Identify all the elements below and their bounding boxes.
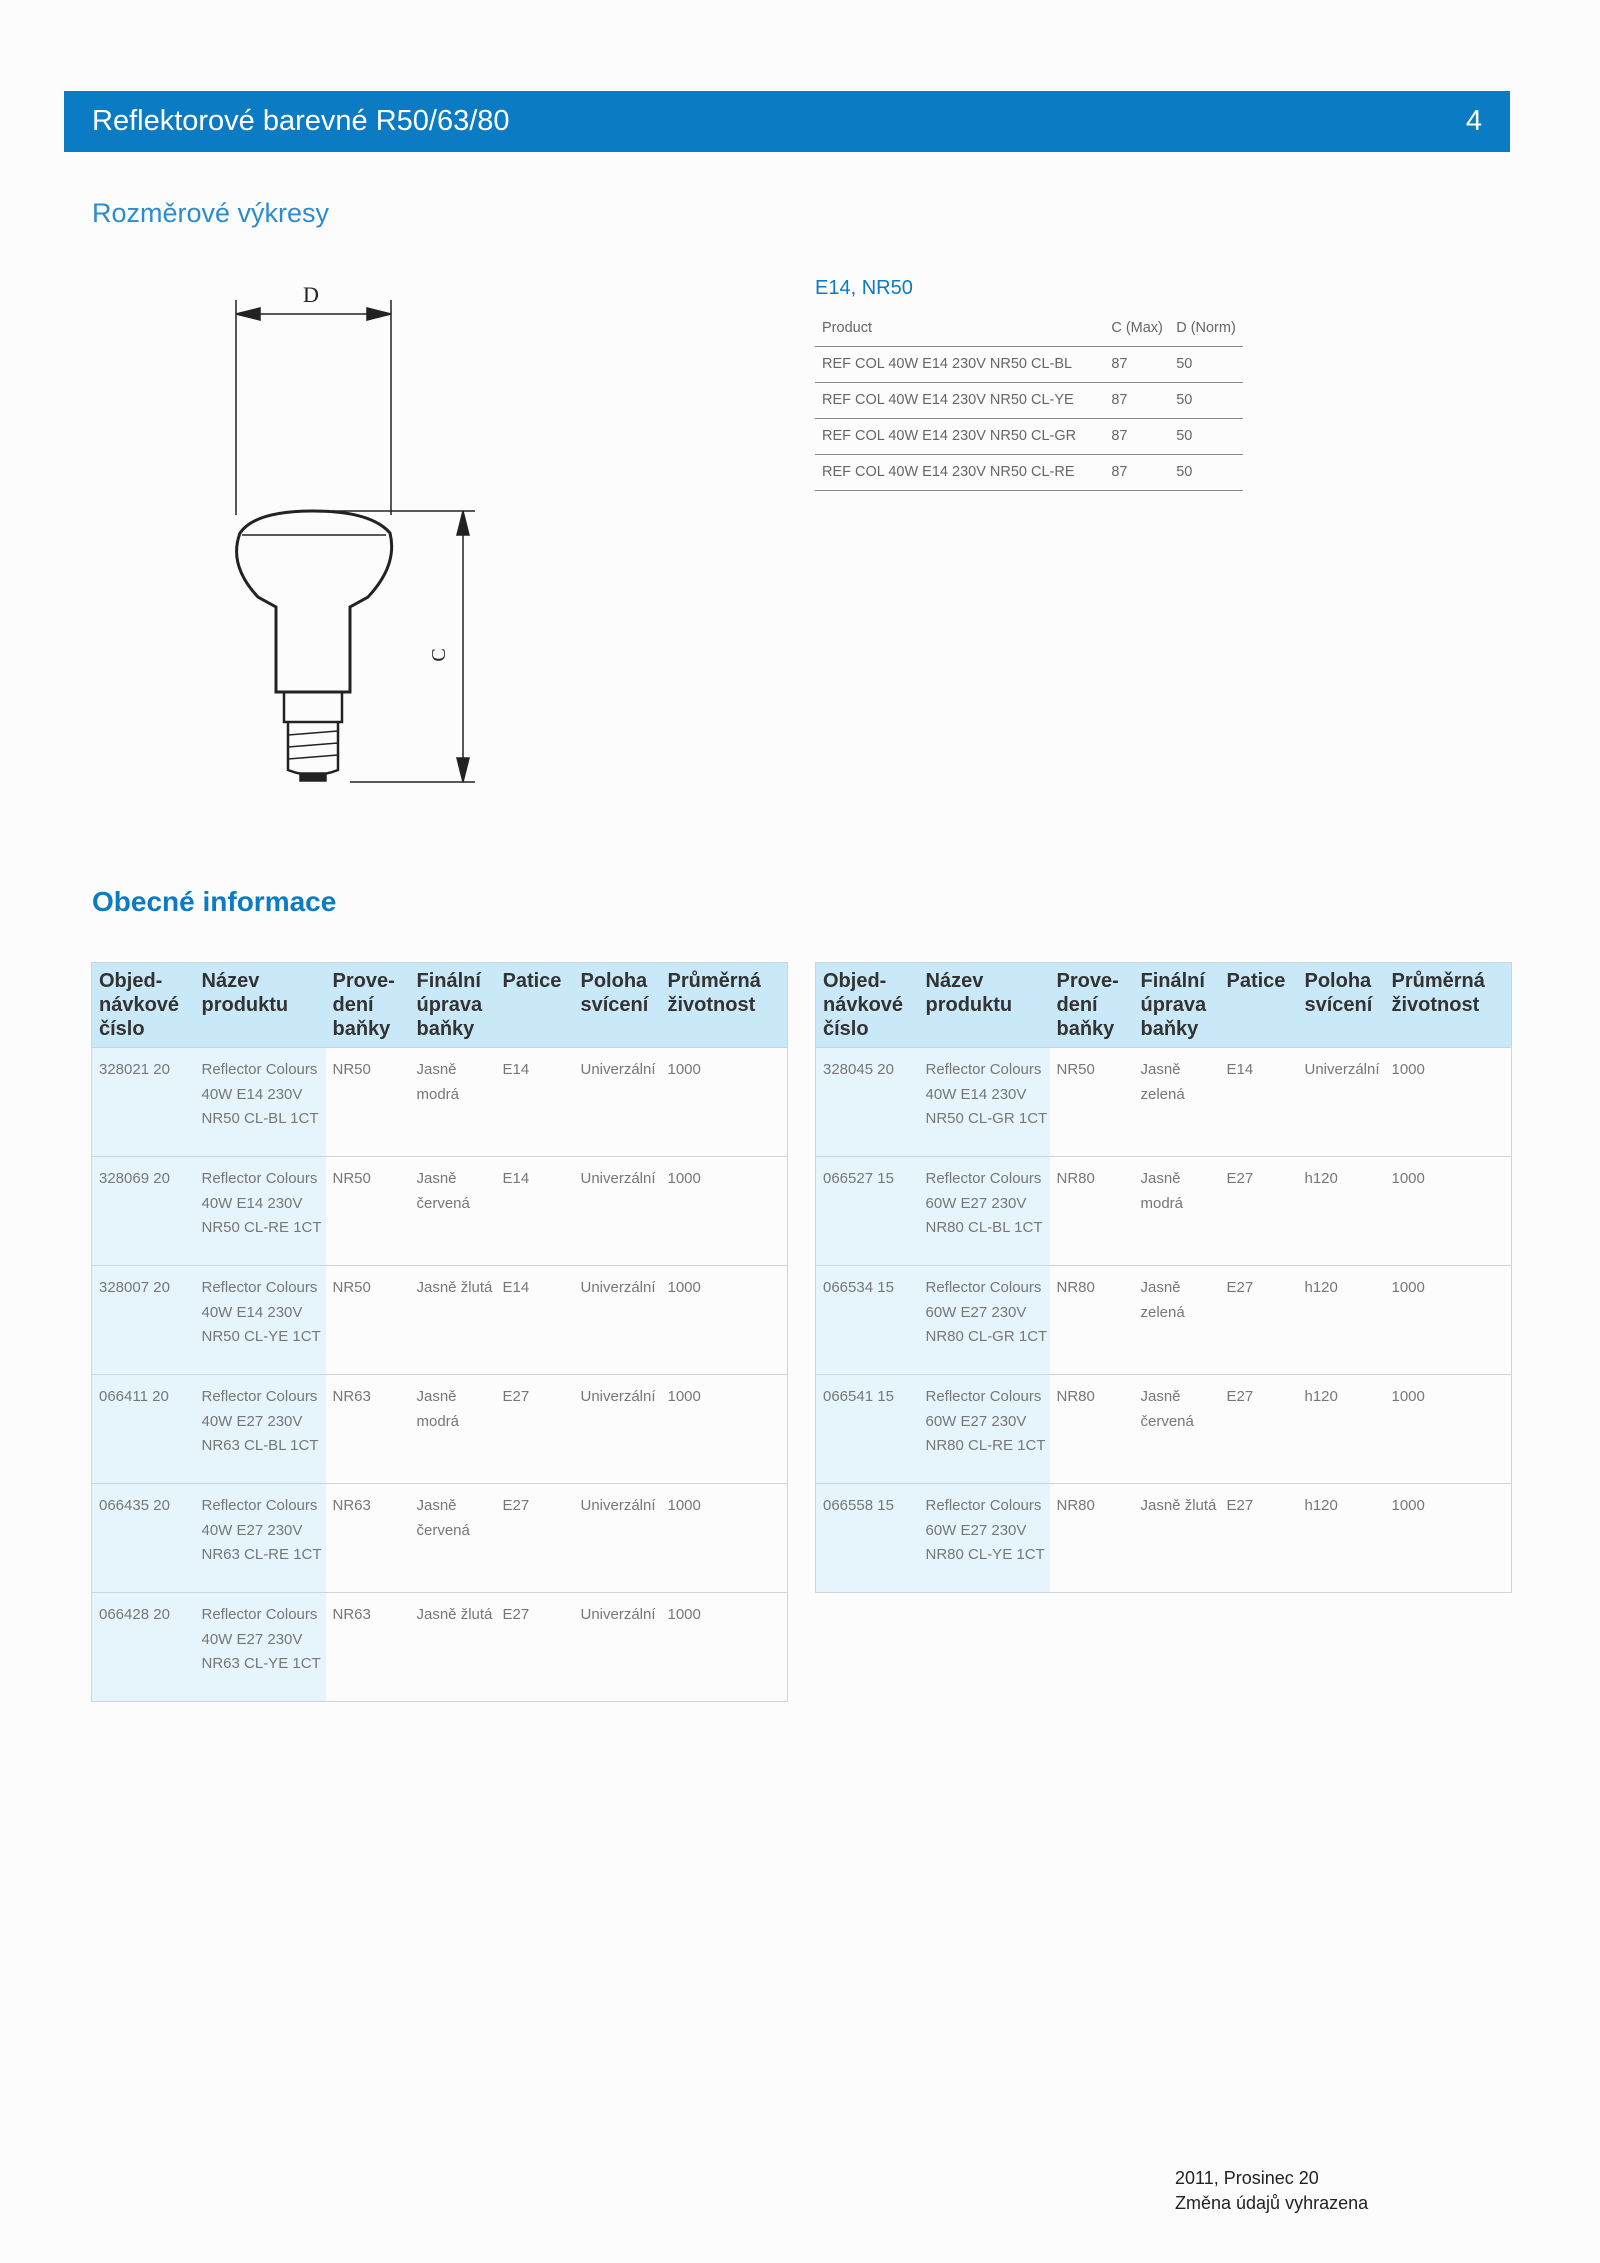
- column-header: Objed-návkové číslo: [816, 963, 919, 1048]
- table-cell: E27: [1220, 1157, 1298, 1266]
- table-cell: 1000: [661, 1375, 788, 1484]
- table-cell: Jasně modrá: [410, 1048, 496, 1157]
- label-c: C: [428, 648, 450, 662]
- table-cell: NR50: [326, 1266, 410, 1375]
- table-cell: Reflector Colours 40W E27 230V NR63 CL-YE 1CT: [195, 1593, 326, 1702]
- column-header: Název produktu: [919, 963, 1050, 1048]
- table-cell: Jasně žlutá: [1134, 1484, 1220, 1593]
- table-cell: 87: [1104, 346, 1169, 382]
- table-cell: 328069 20: [92, 1157, 195, 1266]
- general-info-table-left: [91, 962, 788, 1702]
- table-cell: 1000: [1385, 1157, 1512, 1266]
- dimensions-table: [815, 310, 1243, 491]
- table-cell: 1000: [661, 1048, 788, 1157]
- table-cell: Univerzální: [574, 1484, 661, 1593]
- table-cell: 328007 20: [92, 1266, 195, 1375]
- table-cell: NR80: [1050, 1157, 1134, 1266]
- lamp-dimension-drawing: [220, 275, 490, 795]
- column-header: Prove-dení baňky: [1050, 963, 1134, 1048]
- table-cell: Jasně červená: [1134, 1375, 1220, 1484]
- table-cell: REF COL 40W E14 230V NR50 CL-RE: [815, 454, 1104, 490]
- table-cell: Jasně zelená: [1134, 1266, 1220, 1375]
- table-cell: Reflector Colours 40W E14 230V NR50 CL-RE 1CT: [195, 1157, 326, 1266]
- table-cell: 066435 20: [92, 1484, 195, 1593]
- table-cell: Jasně modrá: [410, 1375, 496, 1484]
- table-row: [816, 1157, 1512, 1266]
- table-row: [92, 1157, 788, 1266]
- table-cell: NR80: [1050, 1266, 1134, 1375]
- table-cell: NR50: [326, 1048, 410, 1157]
- table-cell: E14: [496, 1048, 574, 1157]
- table-cell: NR80: [1050, 1484, 1134, 1593]
- table-header-row: [92, 963, 788, 1048]
- table-cell: E27: [1220, 1375, 1298, 1484]
- table-cell: Reflector Colours 60W E27 230V NR80 CL-RE 1CT: [919, 1375, 1050, 1484]
- table-cell: REF COL 40W E14 230V NR50 CL-BL: [815, 346, 1104, 382]
- table-cell: E27: [1220, 1484, 1298, 1593]
- table-cell: Reflector Colours 60W E27 230V NR80 CL-GR 1CT: [919, 1266, 1050, 1375]
- table-cell: 87: [1104, 454, 1169, 490]
- general-info-table-right: [815, 962, 1512, 1593]
- dimensions-title: E14, NR50: [815, 277, 913, 299]
- footer-date: 2011, Prosinec 20: [1175, 2168, 1319, 2188]
- table-cell: E27: [1220, 1266, 1298, 1375]
- table-cell: 066527 15: [816, 1157, 919, 1266]
- header-bar: [64, 91, 1510, 152]
- drawings-title: Rozměrové výkresy: [92, 198, 330, 228]
- table-row: [816, 1484, 1512, 1593]
- table-cell: Univerzální: [574, 1048, 661, 1157]
- column-header: Patice: [1220, 963, 1298, 1048]
- table-row: [92, 1048, 788, 1157]
- table-cell: REF COL 40W E14 230V NR50 CL-YE: [815, 382, 1104, 418]
- table-row: [92, 1484, 788, 1593]
- table-cell: 328045 20: [816, 1048, 919, 1157]
- table-cell: 50: [1169, 346, 1243, 382]
- table-row: [92, 1375, 788, 1484]
- table-row: [816, 1048, 1512, 1157]
- page-number: 4: [1465, 105, 1482, 137]
- footer: [1175, 2166, 1368, 2216]
- table-cell: E27: [496, 1375, 574, 1484]
- table-cell: NR63: [326, 1593, 410, 1702]
- general-info-title: Obecné informace: [92, 886, 337, 917]
- table-cell: Reflector Colours 60W E27 230V NR80 CL-YE 1CT: [919, 1484, 1050, 1593]
- table-cell: Univerzální: [1298, 1048, 1385, 1157]
- column-header: Finální úprava baňky: [410, 963, 496, 1048]
- table-cell: Jasně zelená: [1134, 1048, 1220, 1157]
- table-cell: 1000: [1385, 1375, 1512, 1484]
- table-row: [815, 454, 1243, 490]
- table-cell: 1000: [1385, 1048, 1512, 1157]
- column-header: Průměrná životnost: [661, 963, 788, 1048]
- table-cell: 066558 15: [816, 1484, 919, 1593]
- table-cell: Jasně modrá: [1134, 1157, 1220, 1266]
- column-header: Název produktu: [195, 963, 326, 1048]
- table-cell: Reflector Colours 40W E14 230V NR50 CL-GR 1CT: [919, 1048, 1050, 1157]
- table-cell: 328021 20: [92, 1048, 195, 1157]
- table-cell: 50: [1169, 454, 1243, 490]
- table-cell: Reflector Colours 40W E14 230V NR50 CL-BL 1CT: [195, 1048, 326, 1157]
- table-cell: h120: [1298, 1266, 1385, 1375]
- table-cell: Reflector Colours 60W E27 230V NR80 CL-BL 1CT: [919, 1157, 1050, 1266]
- table-cell: 50: [1169, 418, 1243, 454]
- page-title: Reflektorové barevné R50/63/80: [92, 105, 510, 137]
- table-cell: E14: [496, 1157, 574, 1266]
- col-product: Product: [815, 310, 1104, 346]
- table-row: [815, 382, 1243, 418]
- table-cell: NR80: [1050, 1375, 1134, 1484]
- col-d: D (Norm): [1169, 310, 1243, 346]
- table-row: [816, 1266, 1512, 1375]
- table-cell: h120: [1298, 1484, 1385, 1593]
- table-cell: h120: [1298, 1157, 1385, 1266]
- table-header-row: [816, 963, 1512, 1048]
- column-header: Prove-dení baňky: [326, 963, 410, 1048]
- table-cell: Univerzální: [574, 1266, 661, 1375]
- table-cell: Jasně žlutá: [410, 1593, 496, 1702]
- table-cell: 1000: [661, 1484, 788, 1593]
- column-header: Objed-návkové číslo: [92, 963, 195, 1048]
- table-cell: NR63: [326, 1375, 410, 1484]
- table-cell: NR50: [1050, 1048, 1134, 1157]
- table-cell: Reflector Colours 40W E27 230V NR63 CL-RE 1CT: [195, 1484, 326, 1593]
- table-cell: 1000: [661, 1266, 788, 1375]
- table-cell: 1000: [661, 1157, 788, 1266]
- table-row: [815, 418, 1243, 454]
- label-d: D: [303, 282, 319, 307]
- table-row: [816, 1375, 1512, 1484]
- table-cell: E27: [496, 1593, 574, 1702]
- table-cell: Univerzální: [574, 1375, 661, 1484]
- table-cell: Univerzální: [574, 1593, 661, 1702]
- table-cell: E14: [496, 1266, 574, 1375]
- table-cell: 066541 15: [816, 1375, 919, 1484]
- table-cell: 50: [1169, 382, 1243, 418]
- table-row: [92, 1266, 788, 1375]
- table-row: [92, 1593, 788, 1702]
- table-cell: 066428 20: [92, 1593, 195, 1702]
- dimensions-section: [815, 277, 1243, 491]
- table-cell: NR50: [326, 1157, 410, 1266]
- table-cell: Univerzální: [574, 1157, 661, 1266]
- table-cell: REF COL 40W E14 230V NR50 CL-GR: [815, 418, 1104, 454]
- table-cell: Reflector Colours 40W E14 230V NR50 CL-YE 1CT: [195, 1266, 326, 1375]
- table-cell: Jasně červená: [410, 1157, 496, 1266]
- table-cell: 87: [1104, 418, 1169, 454]
- table-cell: 87: [1104, 382, 1169, 418]
- footer-note: Změna údajů vyhrazena: [1175, 2193, 1369, 2213]
- table-cell: 1000: [1385, 1266, 1512, 1375]
- table-cell: Reflector Colours 40W E27 230V NR63 CL-BL 1CT: [195, 1375, 326, 1484]
- table-cell: E14: [1220, 1048, 1298, 1157]
- table-row: [815, 346, 1243, 382]
- table-cell: h120: [1298, 1375, 1385, 1484]
- table-cell: Jasně červená: [410, 1484, 496, 1593]
- column-header: Průměrná životnost: [1385, 963, 1512, 1048]
- table-cell: 1000: [661, 1593, 788, 1702]
- column-header: Patice: [496, 963, 574, 1048]
- column-header: Finální úprava baňky: [1134, 963, 1220, 1048]
- column-header: Poloha svícení: [1298, 963, 1385, 1048]
- table-cell: Jasně žlutá: [410, 1266, 496, 1375]
- column-header: Poloha svícení: [574, 963, 661, 1048]
- table-cell: NR63: [326, 1484, 410, 1593]
- table-cell: 066534 15: [816, 1266, 919, 1375]
- table-header-row: [815, 310, 1243, 346]
- col-c: C (Max): [1104, 310, 1169, 346]
- table-cell: 1000: [1385, 1484, 1512, 1593]
- table-cell: 066411 20: [92, 1375, 195, 1484]
- table-cell: E27: [496, 1484, 574, 1593]
